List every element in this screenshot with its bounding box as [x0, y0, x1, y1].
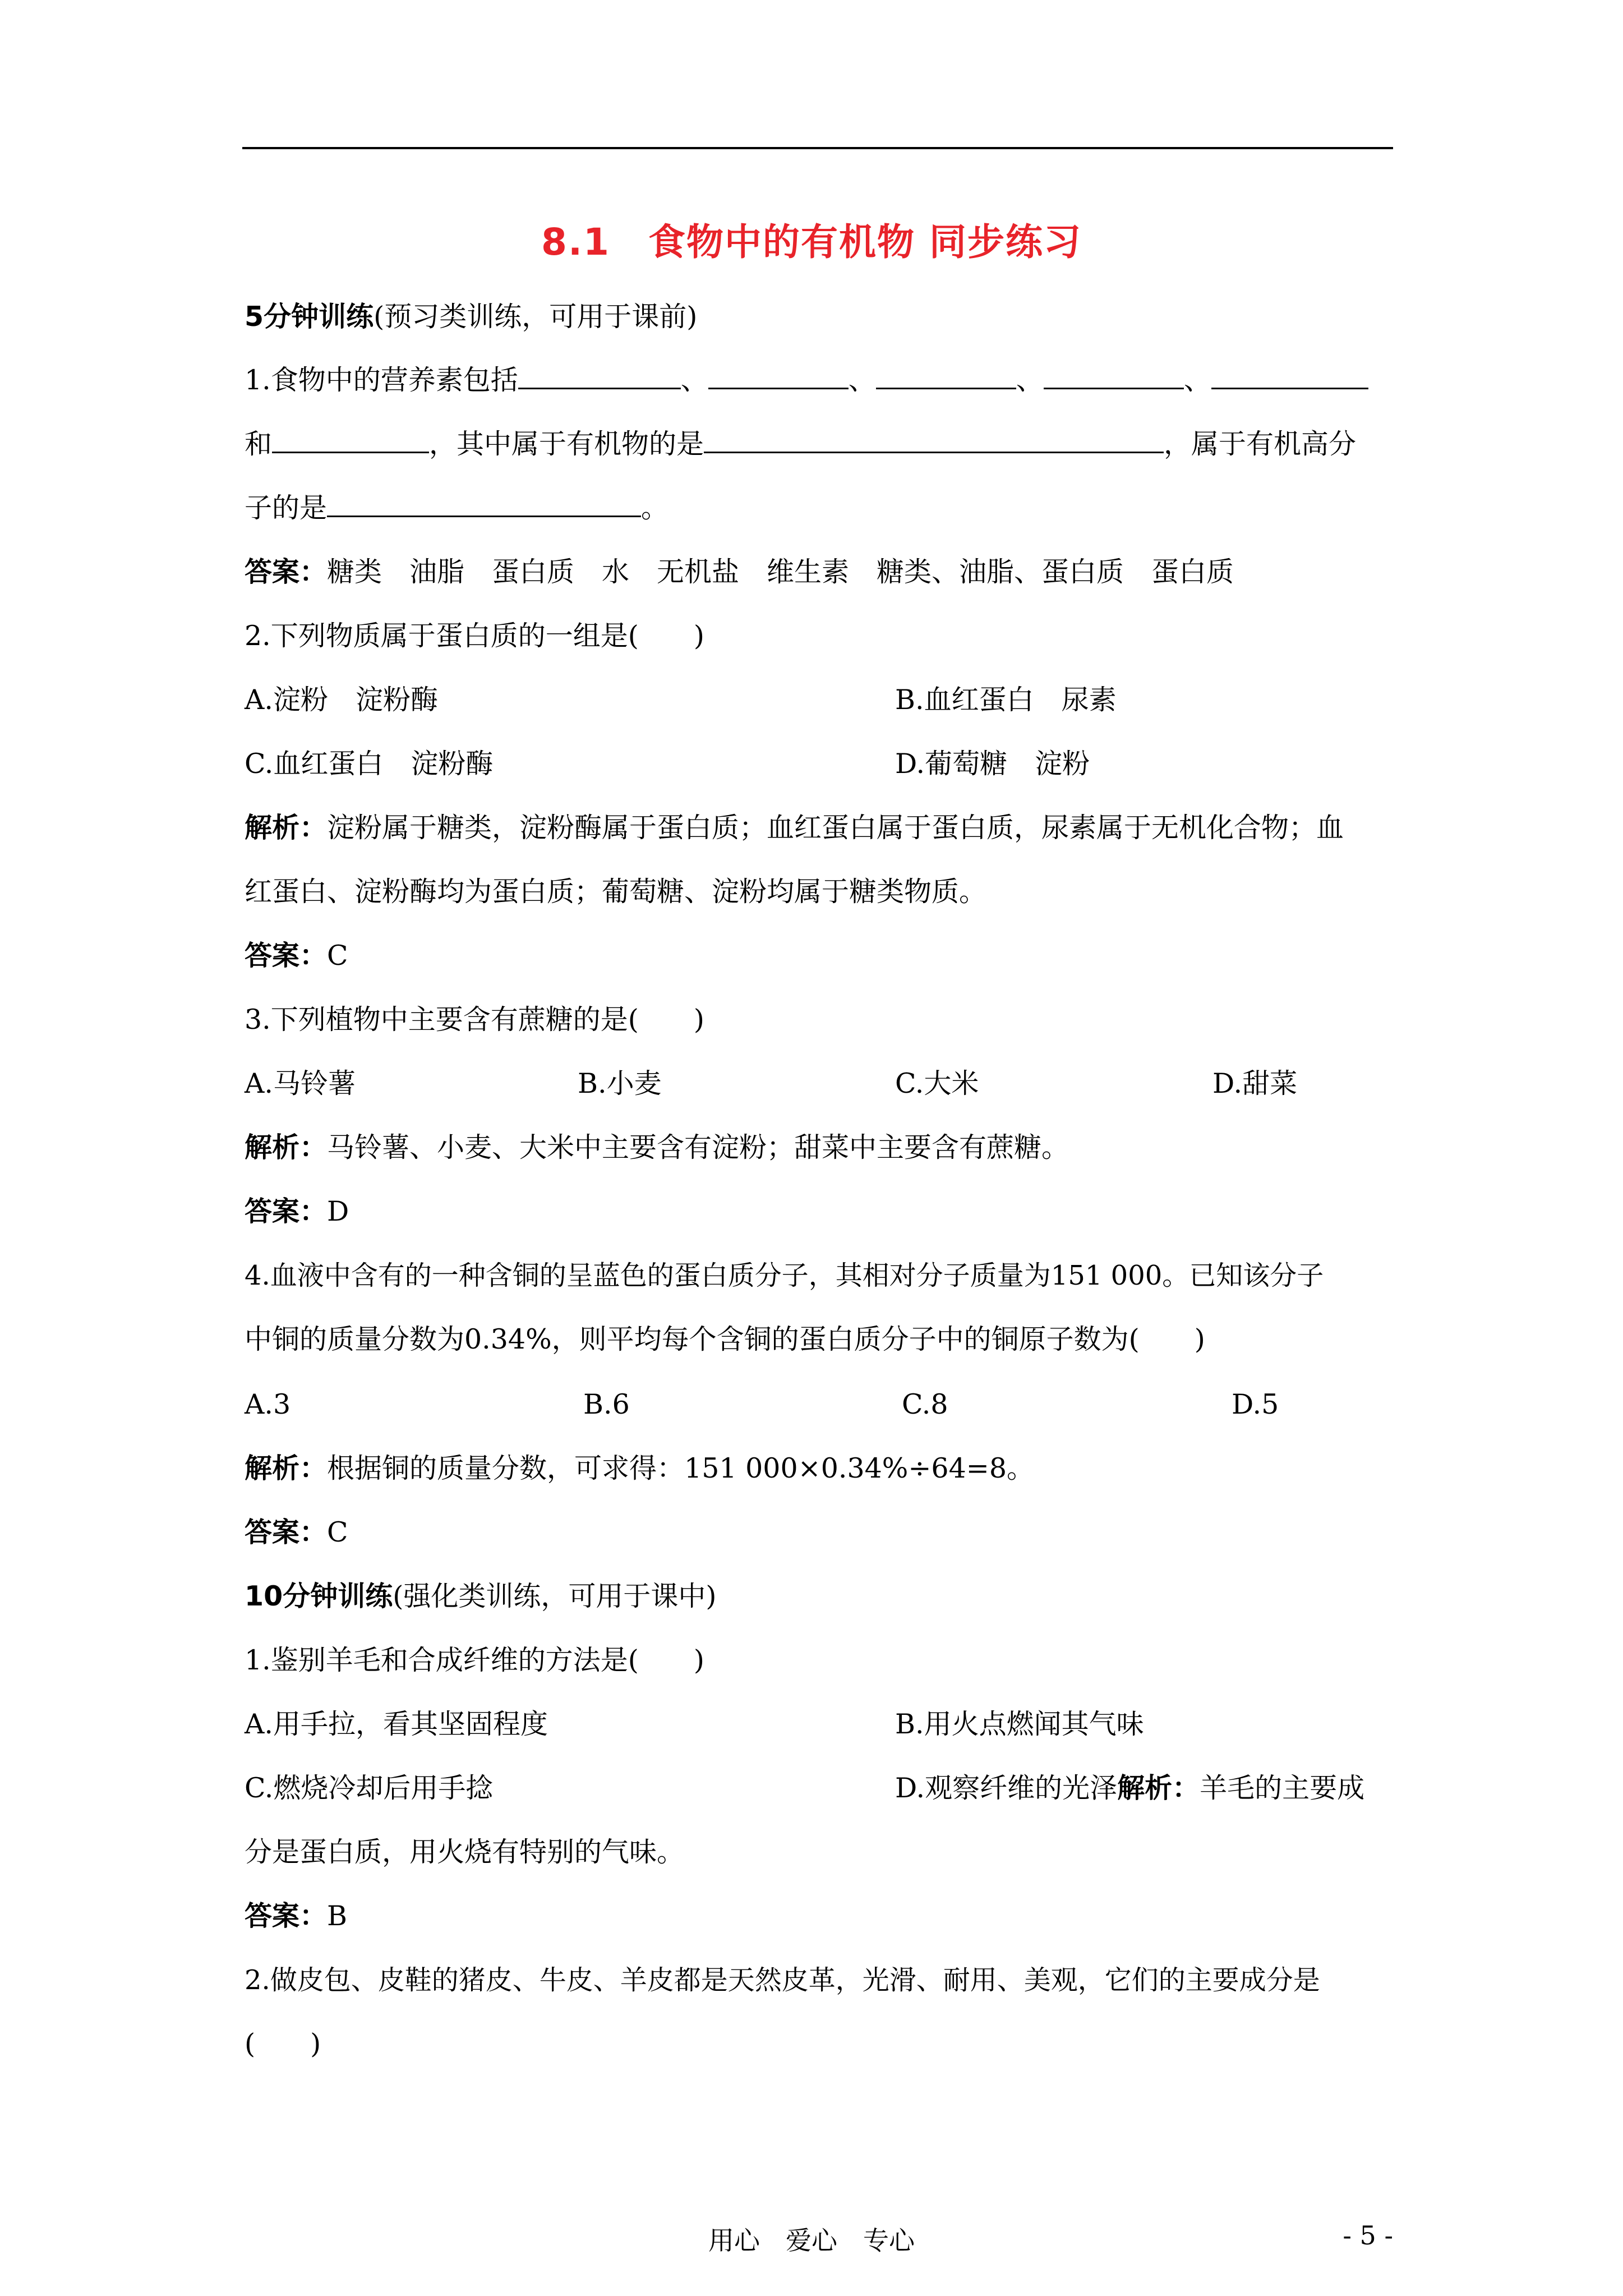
- answer-blank[interactable]: [1044, 365, 1184, 389]
- q5-option-a[interactable]: A.用手拉，看其坚固程度: [245, 1708, 548, 1740]
- analysis-text: 淀粉属于糖类，淀粉酶属于蛋白质；血红蛋白属于蛋白质，尿素属于无机化合物；血: [327, 812, 1344, 844]
- q5-stem: 1.鉴别羊毛和合成纤维的方法是( ): [245, 1644, 704, 1676]
- q1-line2: [245, 427, 1356, 461]
- analysis-label: 解析：: [1117, 1772, 1200, 1804]
- q5-option-c[interactable]: C.燃烧冷却后用手捻: [245, 1772, 494, 1804]
- q5-analysis-line2: 分是蛋白质，用火烧有特别的气味。: [245, 1836, 685, 1868]
- q2-analysis-line2: 红蛋白、淀粉酶均为蛋白质；葡萄糖、淀粉均属于糖类物质。: [245, 876, 987, 908]
- q2-option-b[interactable]: B.血红蛋白 尿素: [895, 684, 1117, 716]
- answer-label: 答案：: [245, 940, 328, 972]
- answer-label: 答案：: [245, 1900, 328, 1932]
- separator: 、: [680, 364, 708, 396]
- answer-blank[interactable]: [327, 493, 641, 517]
- analysis-text: 羊毛的主要成: [1200, 1772, 1365, 1804]
- q2-option-a[interactable]: A.淀粉 淀粉酶: [245, 684, 438, 716]
- section-label: 10分钟训练: [245, 1580, 393, 1612]
- analysis-label: 解析：: [245, 812, 328, 844]
- answer-text: B: [327, 1900, 348, 1932]
- answer-label: 答案：: [245, 556, 328, 588]
- answer-text: D: [327, 1195, 349, 1227]
- q1-text: 和: [245, 428, 273, 460]
- q1-line3: [245, 491, 668, 525]
- answer-blank[interactable]: [704, 429, 1164, 453]
- q3-stem: 3.下列植物中主要含有蔗糖的是( ): [245, 1004, 704, 1036]
- answer-blank[interactable]: [1211, 365, 1368, 389]
- q1-text: ，其中属于有机物的是: [429, 428, 704, 460]
- q4-stem-line1: 4.血液中含有的一种含铜的呈蓝色的蛋白质分子，其相对分子质量为151 000。已知该分子: [245, 1260, 1324, 1291]
- answer-blank[interactable]: [272, 429, 429, 453]
- separator: 、: [1183, 364, 1211, 396]
- q2-stem: 2.下列物质属于蛋白质的一组是( ): [245, 620, 704, 652]
- q3-option-d[interactable]: D.甜菜: [1212, 1068, 1298, 1099]
- answer-text: C: [327, 1516, 348, 1548]
- q6-stem-line1: 2.做皮包、皮鞋的猪皮、牛皮、羊皮都是天然皮革，光滑、耐用、美观，它们的主要成分是: [245, 1964, 1320, 1996]
- q3-answer: [245, 1195, 349, 1228]
- q5-answer: [245, 1899, 347, 1933]
- analysis-label: 解析：: [245, 1131, 328, 1163]
- q3-option-b[interactable]: B.小麦: [578, 1068, 662, 1099]
- q4-option-d[interactable]: D.5: [1232, 1388, 1279, 1420]
- section-note: (预习类训练，可用于课前): [374, 301, 698, 333]
- q3-option-a[interactable]: A.马铃薯: [245, 1068, 356, 1099]
- page-number: - 5 -: [1343, 2220, 1393, 2251]
- q4-analysis: [245, 1452, 1034, 1485]
- q2-analysis-line1: [245, 811, 1344, 845]
- q1-text: 。: [641, 492, 669, 524]
- analysis-text: 根据铜的质量分数，可求得：151 000×0.34%÷64=8。: [327, 1452, 1035, 1484]
- q6-stem-line2: ( ): [245, 2028, 321, 2060]
- separator: 、: [1016, 364, 1044, 396]
- separator: 、: [848, 364, 876, 396]
- answer-blank[interactable]: [876, 365, 1016, 389]
- footer-motto: 用心 爱心 专心: [708, 2225, 915, 2256]
- q4-option-c[interactable]: C.8: [902, 1388, 948, 1420]
- answer-label: 答案：: [245, 1516, 328, 1548]
- section-note: (强化类训练，可用于课中): [393, 1580, 717, 1612]
- section-heading-5min: [245, 300, 697, 334]
- q5-option-d[interactable]: D.观察纤维的光泽: [895, 1772, 1118, 1804]
- q1-text: 子的是: [245, 492, 328, 524]
- answer-label: 答案：: [245, 1195, 328, 1227]
- page-title: 8.1 食物中的有机物 同步练习: [541, 220, 1082, 264]
- q4-answer: [245, 1516, 348, 1549]
- analysis-text: 马铃薯、小麦、大米中主要含有淀粉；甜菜中主要含有蔗糖。: [327, 1131, 1069, 1163]
- q5-option-b[interactable]: B.用火点燃闻其气味: [895, 1708, 1144, 1740]
- q2-option-d[interactable]: D.葡萄糖 淀粉: [895, 748, 1090, 780]
- q3-analysis: [245, 1131, 1069, 1165]
- answer-text: C: [327, 940, 348, 972]
- q3-option-c[interactable]: C.大米: [895, 1068, 979, 1099]
- q4-option-b[interactable]: B.6: [583, 1388, 630, 1420]
- section-label: 5分钟训练: [245, 301, 374, 333]
- q4-stem-line2: 中铜的质量分数为0.34%，则平均每个含铜的蛋白质分子中的铜原子数为( ): [245, 1323, 1205, 1355]
- q1-answer: [245, 555, 1234, 589]
- q1-text: 1.食物中的营养素包括: [245, 364, 518, 396]
- answer-blank[interactable]: [518, 365, 681, 389]
- analysis-label: 解析：: [245, 1452, 328, 1484]
- answer-blank[interactable]: [708, 365, 849, 389]
- q4-option-a[interactable]: A.3: [245, 1388, 291, 1420]
- q1-text: ，属于有机高分: [1164, 428, 1357, 460]
- q2-answer: [245, 939, 348, 973]
- answer-text: 糖类 油脂 蛋白质 水 无机盐 维生素 糖类、油脂、蛋白质 蛋白质: [327, 556, 1234, 588]
- q2-option-c[interactable]: C.血红蛋白 淀粉酶: [245, 748, 494, 780]
- q1-line1: [245, 364, 1368, 397]
- header-rule: [242, 147, 1393, 149]
- q5-option-d-with-analysis: [895, 1772, 1364, 1805]
- section-heading-10min: [245, 1580, 716, 1613]
